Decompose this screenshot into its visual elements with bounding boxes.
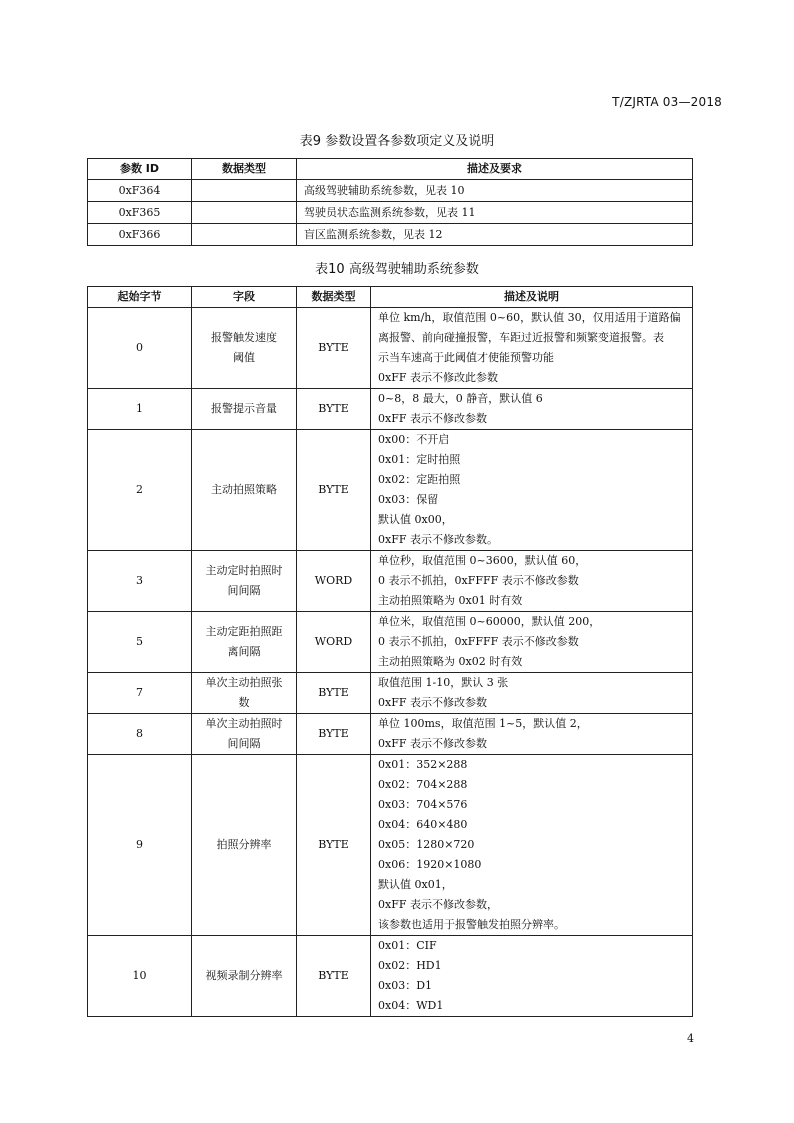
description-line: 离报警、前向碰撞报警，车距过近报警和频繁变道报警。表 <box>378 331 664 344</box>
description-line: 0xFF 表示不修改参数。 <box>378 533 498 546</box>
field-name-line: 单次主动拍照时 <box>205 717 283 730</box>
table-row <box>88 755 693 936</box>
description-line: 0 表示不抓拍，0xFFFF 表示不修改参数 <box>378 635 579 648</box>
field-name-line: 间间隔 <box>227 584 261 597</box>
page-number: 4 <box>687 1032 694 1045</box>
field-name <box>192 755 297 936</box>
param-id: 0xF364 <box>88 180 192 202</box>
start-byte: 0 <box>88 308 192 389</box>
data-type: BYTE <box>297 755 371 936</box>
description <box>371 714 693 755</box>
description-line: 0x00：不开启 <box>378 433 450 446</box>
description-line: 单位秒，取值范围 0~3600，默认值 60， <box>378 554 587 567</box>
field-name-line: 视频录制分辨率 <box>205 969 283 982</box>
description-line: 0xFF 表示不修改参数 <box>378 412 487 425</box>
table10 <box>87 286 693 1017</box>
field-name <box>192 430 297 551</box>
table10-col-header: 数据类型 <box>297 287 371 308</box>
description-line: 0x04：WD1 <box>378 999 444 1012</box>
field-name-line: 主动拍照策略 <box>211 483 277 496</box>
table-row <box>88 612 693 673</box>
data-type <box>192 202 297 224</box>
description-line: 单位 100ms，取值范围 1~5，默认值 2， <box>378 717 588 730</box>
table-row <box>88 224 693 246</box>
description-line: 该参数也适用于报警触发拍照分辨率。 <box>378 918 565 931</box>
start-byte: 1 <box>88 389 192 430</box>
start-byte: 5 <box>88 612 192 673</box>
description-line: 默认值 0x00， <box>378 513 453 526</box>
table10-caption: 表10 高级驾驶辅助系统参数 <box>315 262 479 277</box>
table9-col-header: 描述及要求 <box>297 159 693 180</box>
data-type: WORD <box>297 612 371 673</box>
field-name <box>192 936 297 1017</box>
data-type: BYTE <box>297 430 371 551</box>
description-line: 示当车速高于此阈值才使能预警功能 <box>378 351 554 364</box>
description-line: 0x02：定距拍照 <box>378 473 461 486</box>
description <box>371 755 693 936</box>
description-line: 单位 km/h，取值范围 0~60，默认值 30，仅用适用于道路偏 <box>378 311 681 324</box>
description-line: 0~8，8 最大，0 静音，默认值 6 <box>378 392 543 405</box>
description: 高级驾驶辅助系统参数，见表 10 <box>297 180 693 202</box>
field-name <box>192 673 297 714</box>
description-line: 0x01：CIF <box>378 939 437 952</box>
standard-number: T/ZJRTA 03—2018 <box>612 95 722 109</box>
field-name-line: 单次主动拍照张 <box>205 676 283 689</box>
data-type: BYTE <box>297 714 371 755</box>
data-type: BYTE <box>297 936 371 1017</box>
table9 <box>87 158 693 246</box>
field-name <box>192 714 297 755</box>
table-row <box>88 308 693 389</box>
data-type: BYTE <box>297 673 371 714</box>
table10-header-row <box>88 287 693 308</box>
table10-body <box>88 308 693 1017</box>
table9-col-header: 数据类型 <box>192 159 297 180</box>
table9-col-header: 参数 ID <box>88 159 192 180</box>
description-line: 0xFF 表示不修改参数 <box>378 737 487 750</box>
field-name <box>192 308 297 389</box>
field-name-line: 数 <box>238 696 250 709</box>
field-name <box>192 389 297 430</box>
start-byte: 2 <box>88 430 192 551</box>
field-name-line: 阈值 <box>233 351 255 364</box>
description-line: 0x02：HD1 <box>378 959 442 972</box>
field-name-line: 主动定时拍照时 <box>205 564 283 577</box>
description-line: 0x03：保留 <box>378 493 439 506</box>
description-line: 0x02：704×288 <box>378 778 468 791</box>
description-line: 0x01：352×288 <box>378 758 468 771</box>
description-line: 0xFF 表示不修改参数 <box>378 696 487 709</box>
table9-caption: 表9 参数设置各参数项定义及说明 <box>299 134 495 149</box>
field-name-line: 报警触发速度 <box>211 331 277 344</box>
table9-header-row <box>88 159 693 180</box>
start-byte: 7 <box>88 673 192 714</box>
data-type: WORD <box>297 551 371 612</box>
table-row <box>88 389 693 430</box>
description <box>371 673 693 714</box>
field-name-line: 报警提示音量 <box>211 402 277 415</box>
table-row <box>88 551 693 612</box>
description-line: 单位米，取值范围 0~60000，默认值 200， <box>378 615 601 628</box>
description-line: 0x03：D1 <box>378 979 433 992</box>
description <box>371 936 693 1017</box>
description: 盲区监测系统参数，见表 12 <box>297 224 693 246</box>
description-line: 0x06：1920×1080 <box>378 858 482 871</box>
description-line: 0x03：704×576 <box>378 798 468 811</box>
table-row <box>88 180 693 202</box>
param-id: 0xF366 <box>88 224 192 246</box>
description <box>371 308 693 389</box>
data-type: BYTE <box>297 389 371 430</box>
table10-col-header: 字段 <box>192 287 297 308</box>
description-line: 取值范围 1-10，默认 3 张 <box>378 676 509 689</box>
start-byte: 10 <box>88 936 192 1017</box>
data-type: BYTE <box>297 308 371 389</box>
description-line: 0x05：1280×720 <box>378 838 475 851</box>
description: 驾驶员状态监测系统参数，见表 11 <box>297 202 693 224</box>
start-byte: 3 <box>88 551 192 612</box>
description-line: 0x04：640×480 <box>378 818 468 831</box>
description <box>371 389 693 430</box>
data-type <box>192 224 297 246</box>
table-row <box>88 430 693 551</box>
param-id: 0xF365 <box>88 202 192 224</box>
description-line: 0 表示不抓拍，0xFFFF 表示不修改参数 <box>378 574 579 587</box>
description-line: 主动拍照策略为 0x01 时有效 <box>378 594 523 607</box>
field-name-line: 拍照分辨率 <box>216 838 272 851</box>
start-byte: 9 <box>88 755 192 936</box>
table-row <box>88 202 693 224</box>
table-row <box>88 714 693 755</box>
table-row <box>88 936 693 1017</box>
field-name-line: 离间隔 <box>227 645 261 658</box>
field-name <box>192 551 297 612</box>
field-name-line: 间间隔 <box>227 737 261 750</box>
description-line: 0x01：定时拍照 <box>378 453 461 466</box>
description-line: 0xFF 表示不修改此参数 <box>378 371 498 384</box>
description-line: 0xFF 表示不修改参数， <box>378 898 498 911</box>
description <box>371 430 693 551</box>
start-byte: 8 <box>88 714 192 755</box>
table10-col-header: 起始字节 <box>88 287 192 308</box>
description-line: 主动拍照策略为 0x02 时有效 <box>378 655 523 668</box>
field-name <box>192 612 297 673</box>
data-type <box>192 180 297 202</box>
description <box>371 612 693 673</box>
field-name-line: 主动定距拍照距 <box>205 625 283 638</box>
description <box>371 551 693 612</box>
table-row <box>88 673 693 714</box>
table10-col-header: 描述及说明 <box>371 287 693 308</box>
description-line: 默认值 0x01， <box>378 878 453 891</box>
